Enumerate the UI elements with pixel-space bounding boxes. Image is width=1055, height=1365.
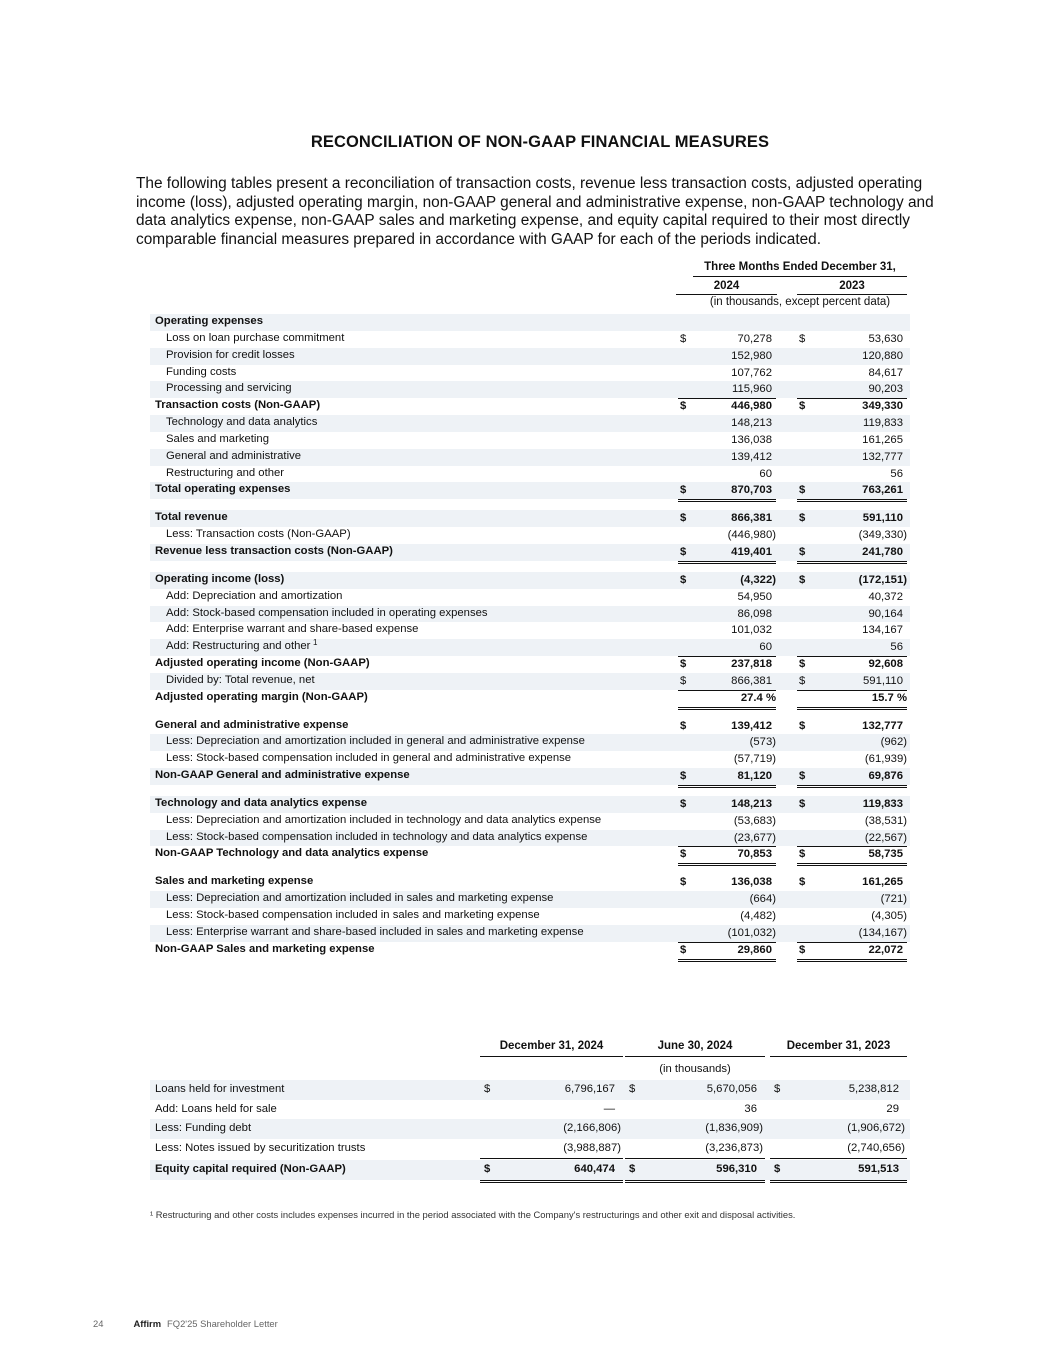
table-row: [150, 796, 910, 813]
cell-value: 53,630: [868, 332, 903, 345]
row-label: Non-GAAP General and administrative expense: [155, 769, 410, 782]
cell-value: 161,265: [862, 433, 903, 446]
row-label: Add: Depreciation and amortization: [166, 589, 343, 602]
column-header-2023: 2023: [797, 280, 907, 295]
value-2023: [797, 527, 907, 545]
value-2023: [797, 331, 907, 348]
row-label: Loans held for investment: [155, 1083, 285, 1095]
row-label: Less: Stock-based compensation included in technology and data analytics expense: [166, 830, 588, 843]
value-2024: [678, 527, 776, 545]
cell-value: 70,853: [737, 848, 772, 861]
table-row: [150, 348, 910, 365]
value-col-3: [770, 1139, 907, 1160]
value-2023: [797, 415, 907, 432]
cell-value: 132,777: [862, 450, 903, 463]
cell-value: (4,305): [871, 910, 907, 922]
cell-value: 107,762: [731, 366, 772, 379]
currency-symbol: $: [629, 1163, 636, 1176]
cell-value: 5,238,812: [848, 1083, 899, 1095]
value-2023: [797, 432, 907, 449]
table-row: [150, 734, 910, 751]
cell-value: 36: [744, 1102, 757, 1115]
spacer-row: [150, 707, 910, 718]
cell-value: 132,777: [862, 719, 903, 732]
value-2024: [678, 874, 776, 891]
value-col-2: [625, 1160, 765, 1183]
currency-symbol: $: [799, 400, 806, 413]
value-2024: [678, 673, 776, 691]
cell-value: 60: [759, 467, 772, 480]
cell-value: 81,120: [737, 770, 772, 783]
cell-value: (101,032): [727, 926, 776, 939]
row-label: Total revenue: [155, 511, 228, 524]
cell-value: (134,167): [858, 926, 907, 939]
table-row: [150, 925, 910, 942]
cell-value: 139,412: [731, 450, 772, 463]
value-col-3: [770, 1119, 907, 1139]
value-2024: [678, 622, 776, 639]
cell-value: 70,278: [737, 332, 772, 345]
value-2023: [797, 398, 907, 416]
cell-value: 419,401: [731, 545, 772, 558]
cell-value: (349,330): [858, 529, 907, 542]
period-header: Three Months Ended December 31,: [693, 261, 907, 277]
value-2024: [678, 830, 776, 848]
table-row: [150, 589, 910, 606]
table-row: [150, 768, 910, 785]
cell-value: 40,372: [868, 590, 903, 603]
cell-value: (4,322): [740, 573, 776, 586]
value-col-2: [625, 1119, 765, 1139]
cell-value: 56: [890, 467, 903, 480]
row-label: Restructuring and other: [166, 466, 285, 479]
value-2023: [797, 942, 907, 962]
cell-value: 152,980: [731, 349, 772, 362]
cell-value: 5,670,056: [706, 1083, 757, 1095]
row-label: Non-GAAP Sales and marketing expense: [155, 942, 375, 955]
currency-symbol: $: [680, 332, 687, 345]
value-2024: [678, 734, 776, 751]
spacer-row: [150, 863, 910, 874]
cell-value: 56: [890, 641, 903, 654]
spacer-row: [150, 499, 910, 510]
value-2024: [678, 639, 776, 657]
spacer-row: [150, 785, 910, 796]
currency-symbol: $: [680, 400, 687, 413]
cell-value: 27.4 %: [740, 691, 776, 704]
cell-value: 119,833: [862, 797, 903, 810]
cell-value: 870,703: [731, 484, 772, 497]
value-2023: [797, 381, 907, 399]
value-2024: [678, 331, 776, 348]
cell-value: 591,110: [862, 512, 903, 525]
brand-name: Affirm: [133, 1318, 162, 1329]
table-row: [150, 751, 910, 768]
column-header-dec-2024: December 31, 2024: [480, 1040, 623, 1057]
currency-symbol: $: [799, 876, 806, 889]
row-label: Funding costs: [166, 365, 237, 378]
value-2024: [678, 510, 776, 527]
row-label: Processing and servicing: [166, 382, 292, 395]
cell-value: (61,939): [864, 753, 907, 766]
currency-symbol: $: [799, 674, 806, 687]
cell-value: (4,482): [740, 910, 776, 922]
cell-value: (172,151): [858, 573, 907, 586]
currency-symbol: $: [799, 332, 806, 345]
value-2024: [678, 942, 776, 962]
value-2023: [797, 751, 907, 769]
table-row: [150, 908, 910, 925]
cell-value: —: [603, 1102, 615, 1115]
cell-value: 69,876: [868, 770, 903, 783]
cell-value: (664): [749, 893, 776, 906]
value-col-1: [480, 1080, 623, 1100]
currency-symbol: $: [774, 1083, 781, 1095]
footnote: ¹ Restructuring and other costs includes expenses incurred in the period associated with the Company's restructurings and other exit and disposal activities.: [150, 1209, 796, 1220]
row-label: Technology and data analytics: [166, 416, 318, 429]
cell-value: 241,780: [862, 545, 903, 558]
currency-symbol: $: [799, 719, 806, 732]
value-2024: [678, 466, 776, 484]
table-row: [150, 1100, 910, 1120]
cell-value: 6,796,167: [564, 1083, 615, 1095]
cell-value: 101,032: [731, 624, 772, 637]
value-2023: [797, 348, 907, 365]
page-footer: [93, 1318, 278, 1329]
row-label: Less: Funding debt: [155, 1122, 252, 1135]
value-2024: [678, 415, 776, 432]
cell-value: (721): [880, 893, 907, 906]
cell-value: 640,474: [574, 1163, 615, 1176]
cell-value: (3,988,887): [563, 1141, 621, 1154]
table-row: [150, 527, 910, 544]
value-2023: [797, 606, 907, 623]
currency-symbol: $: [680, 797, 687, 810]
row-label: Loss on loan purchase commitment: [166, 331, 345, 344]
table-row: [150, 874, 910, 891]
row-label: Add: Loans held for sale: [155, 1102, 277, 1115]
currency-symbol: $: [629, 1083, 636, 1095]
table-row: [150, 572, 910, 589]
currency-symbol: $: [484, 1083, 491, 1095]
row-label: Provision for credit losses: [166, 348, 295, 361]
cell-value: 115,960: [732, 383, 772, 396]
cell-value: (1,906,672): [847, 1122, 905, 1135]
value-2023: [797, 796, 907, 813]
row-label: General and administrative expense: [155, 718, 349, 731]
table-row: [150, 415, 910, 432]
value-2024: [678, 908, 776, 925]
row-label: Add: Restructuring and other: [166, 640, 311, 653]
table-row: [150, 656, 910, 673]
cell-value: 591,513: [858, 1163, 899, 1176]
table-row: [150, 830, 910, 847]
cell-value: 29,860: [737, 943, 772, 956]
cell-value: 58,735: [868, 848, 903, 861]
value-2023: [797, 734, 907, 751]
currency-symbol: $: [799, 658, 806, 671]
value-2023: [797, 572, 907, 589]
cell-value: 237,818: [731, 658, 772, 671]
value-2024: [678, 751, 776, 769]
cell-value: 136,038: [731, 876, 772, 889]
row-label: Sales and marketing expense: [155, 875, 314, 888]
value-2023: [797, 925, 907, 943]
value-2023: [797, 510, 907, 527]
cell-value: 29: [886, 1102, 899, 1115]
currency-symbol: $: [680, 573, 687, 586]
cell-value: 54,950: [737, 590, 772, 603]
currency-symbol: $: [799, 545, 806, 558]
cell-value: 60: [759, 641, 772, 654]
cell-value: (1,836,909): [705, 1122, 763, 1135]
row-label: Adjusted operating income (Non-GAAP): [155, 657, 370, 670]
value-2023: [797, 718, 907, 735]
cell-value: 90,203: [868, 383, 903, 396]
column-header-2024: 2024: [676, 280, 777, 295]
value-2023: [797, 589, 907, 606]
row-label: Non-GAAP Technology and data analytics expense: [155, 847, 429, 860]
table-row: [150, 365, 910, 382]
cell-value: (2,740,656): [847, 1141, 905, 1154]
table-row: [150, 813, 910, 830]
row-label: General and administrative: [166, 449, 302, 462]
cell-value: 866,381: [731, 674, 772, 687]
value-col-3: [770, 1080, 907, 1100]
table-body: [150, 1080, 910, 1180]
row-label: Divided by: Total revenue, net: [166, 673, 315, 686]
cell-value: 134,167: [862, 624, 903, 637]
row-label: Technology and data analytics expense: [155, 796, 367, 809]
value-2023: [797, 365, 907, 382]
row-label: Total operating expenses: [155, 483, 291, 496]
cell-value: 763,261: [862, 484, 903, 497]
cell-value: 86,098: [737, 607, 772, 620]
column-header-jun-2024: June 30, 2024: [625, 1040, 765, 1057]
value-2023: [797, 622, 907, 639]
table-row: [150, 639, 910, 656]
value-2024: [678, 813, 776, 830]
row-label: Transaction costs (Non-GAAP): [155, 399, 321, 412]
cell-value: 136,038: [731, 433, 772, 446]
spacer-row: [150, 561, 910, 572]
row-label: Operating expenses: [155, 315, 263, 327]
table-row: [150, 1080, 910, 1100]
value-2024: [678, 891, 776, 908]
value-col-3: [770, 1100, 907, 1120]
table-row: [150, 398, 910, 415]
table-row: [150, 510, 910, 527]
currency-symbol: $: [799, 943, 806, 956]
row-label: Less: Depreciation and amortization included in sales and marketing expense: [166, 892, 554, 905]
cell-value: (23,677): [733, 831, 776, 844]
table-row: [150, 846, 910, 863]
value-2023: [797, 908, 907, 925]
value-2024: [678, 796, 776, 813]
cell-value: (38,531): [864, 814, 907, 827]
cell-value: 148,213: [731, 797, 772, 810]
value-2024: [678, 432, 776, 449]
currency-symbol: $: [680, 658, 687, 671]
currency-symbol: $: [680, 719, 687, 732]
value-2023: [797, 639, 907, 657]
table-row: [150, 891, 910, 908]
table-row: [150, 432, 910, 449]
table-row: [150, 606, 910, 623]
row-label: Adjusted operating margin (Non-GAAP): [155, 690, 368, 703]
value-2024: [678, 925, 776, 943]
row-label: Less: Depreciation and amortization included in technology and data analytics expense: [166, 813, 602, 826]
table-row: [150, 314, 910, 331]
cell-value: (962): [880, 736, 907, 749]
currency-symbol: $: [680, 674, 687, 687]
value-2023: [797, 813, 907, 830]
table-row: [150, 482, 910, 499]
currency-symbol: $: [680, 943, 687, 956]
table-row: [150, 449, 910, 466]
row-label: Less: Stock-based compensation included in sales and marketing expense: [166, 909, 540, 921]
value-2024: [678, 572, 776, 589]
table-row: [150, 544, 910, 561]
currency-symbol: $: [680, 848, 687, 861]
value-2024: [678, 381, 776, 399]
cell-value: 120,880: [862, 349, 903, 362]
cell-value: 446,980: [731, 400, 772, 413]
cell-value: 139,412: [731, 719, 772, 732]
table-row: [150, 331, 910, 348]
value-2023: [797, 891, 907, 908]
currency-symbol: $: [774, 1163, 781, 1176]
cell-value: 90,164: [868, 607, 903, 620]
row-label: Less: Stock-based compensation included in general and administrative expense: [166, 752, 572, 765]
cell-value: 148,213: [731, 417, 772, 430]
table-row: [150, 718, 910, 735]
cell-value: (22,567): [864, 831, 907, 844]
currency-symbol: $: [799, 848, 806, 861]
currency-symbol: $: [680, 770, 687, 783]
value-col-1: [480, 1119, 623, 1139]
value-2023: [797, 874, 907, 891]
cell-value: 591,110: [863, 674, 903, 687]
page-title: RECONCILIATION OF NON-GAAP FINANCIAL MEASURES: [310, 133, 770, 151]
value-col-2: [625, 1080, 765, 1100]
cell-value: (2,166,806): [563, 1122, 621, 1135]
value-col-3: [770, 1160, 907, 1183]
footnote-marker: 1: [313, 638, 318, 648]
table-row: [150, 381, 910, 398]
document-name: FQ2'25 Shareholder Letter: [167, 1318, 278, 1329]
currency-symbol: $: [799, 512, 806, 525]
cell-value: (53,683): [733, 814, 776, 827]
cell-value: 866,381: [731, 512, 772, 525]
currency-symbol: $: [680, 545, 687, 558]
cell-value: 84,617: [868, 366, 903, 379]
currency-symbol: $: [680, 484, 687, 497]
units-label: (in thousands): [659, 1063, 731, 1075]
currency-symbol: $: [680, 876, 687, 889]
value-2024: [678, 365, 776, 382]
table-row: [150, 942, 910, 959]
table-row: [150, 1160, 910, 1180]
table-row: [150, 622, 910, 639]
value-col-1: [480, 1160, 623, 1183]
value-col-2: [625, 1139, 765, 1160]
table-row: [150, 673, 910, 690]
currency-symbol: $: [484, 1163, 491, 1176]
value-2023: [797, 830, 907, 848]
row-label: Less: Enterprise warrant and share-based included in sales and marketing expense: [166, 925, 584, 938]
value-2024: [678, 718, 776, 735]
cell-value: 596,310: [716, 1163, 757, 1176]
cell-value: 161,265: [862, 876, 903, 889]
cell-value: 15.7 %: [871, 691, 907, 704]
currency-symbol: $: [680, 512, 687, 525]
row-label: Less: Transaction costs (Non-GAAP): [166, 528, 351, 541]
table-row: [150, 466, 910, 483]
currency-symbol: $: [799, 573, 806, 586]
table-row: [150, 690, 910, 707]
cell-value: (57,719): [733, 753, 776, 766]
page-number: 24: [93, 1318, 104, 1329]
row-label: Less: Depreciation and amortization included in general and administrative expense: [166, 735, 585, 748]
row-label: Less: Notes issued by securitization trusts: [155, 1141, 366, 1154]
value-2023: [797, 466, 907, 484]
row-label: Revenue less transaction costs (Non-GAAP): [155, 544, 393, 557]
currency-symbol: $: [799, 797, 806, 810]
currency-symbol: $: [799, 484, 806, 497]
value-2024: [678, 589, 776, 606]
value-col-1: [480, 1139, 623, 1160]
table-row: [150, 1119, 910, 1139]
value-2023: [797, 449, 907, 466]
table-row: [150, 1139, 910, 1159]
value-2024: [678, 606, 776, 623]
row-label: Equity capital required (Non-GAAP): [155, 1163, 346, 1176]
value-2024: [678, 398, 776, 416]
table-body: [150, 314, 910, 959]
value-2024: [678, 449, 776, 466]
cell-value: (573): [749, 736, 776, 749]
units-label: (in thousands, except percent data): [709, 296, 891, 308]
cell-value: (3,236,873): [705, 1141, 763, 1154]
value-2023: [797, 673, 907, 691]
value-col-2: [625, 1100, 765, 1120]
row-label: Add: Enterprise warrant and share-based expense: [166, 623, 419, 636]
value-2024: [678, 348, 776, 365]
cell-value: 119,833: [863, 417, 903, 430]
cell-value: 92,608: [868, 658, 903, 671]
cell-value: 349,330: [862, 400, 903, 413]
currency-symbol: $: [799, 770, 806, 783]
cell-value: 22,072: [868, 943, 903, 956]
cell-value: (446,980): [727, 529, 776, 542]
row-label: Add: Stock-based compensation included in operating expenses: [166, 606, 488, 619]
row-label: Sales and marketing: [166, 432, 269, 445]
column-header-dec-2023: December 31, 2023: [770, 1040, 907, 1057]
row-label: Operating income (loss): [155, 572, 285, 585]
value-col-1: [480, 1100, 623, 1120]
intro-paragraph: The following tables present a reconciliation of transaction costs, revenue less transaction costs, adjusted operating income (loss), adjusted operating margin, non-GAAP general and administrative expense, non-GAAP technology and data analytics expense, non-GAAP sales and marketing expense, and equity capital required to their most directly comparable financial measures prepared in accordance with GAAP for each of the periods indicated.: [136, 175, 934, 248]
